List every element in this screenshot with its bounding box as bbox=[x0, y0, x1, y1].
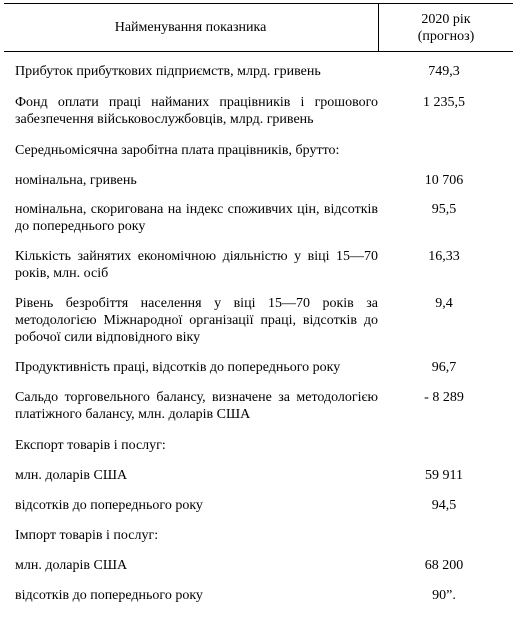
row-label: млн. доларів США bbox=[15, 468, 128, 483]
row-value: 16,33 bbox=[428, 249, 460, 264]
row-value: 749,3 bbox=[428, 64, 460, 79]
row-label: Прибуток прибуткових підприємств, млрд. гривень bbox=[15, 64, 321, 79]
row-label: Продуктивність праці, відсотків до попереднього року bbox=[15, 360, 341, 375]
row-value: 9,4 bbox=[435, 296, 453, 311]
row-value: 68 200 bbox=[424, 558, 464, 573]
row-value: - 8 289 bbox=[424, 390, 464, 405]
row-label: номінальна, гривень bbox=[15, 173, 137, 188]
table-header bbox=[4, 3, 513, 52]
header-forecast-note: (прогноз) bbox=[417, 28, 475, 44]
row-value: 94,5 bbox=[431, 498, 457, 513]
row-value: 59 911 bbox=[425, 468, 463, 483]
header-forecast bbox=[379, 4, 513, 51]
row-label: Рівень безробіття населення у віці 15—70 років за методологією Міжнародної організації праці, відсотків до робочої сили відповідного віку bbox=[15, 296, 378, 345]
row-label: Середньомісячна заробітна плата працівників, брутто: bbox=[15, 143, 340, 158]
header-indicator-name: Найменування показника bbox=[114, 20, 267, 35]
row-value: 96,7 bbox=[431, 360, 457, 375]
row-value: 90”. bbox=[432, 588, 456, 603]
row-label: Експорт товарів і послуг: bbox=[15, 438, 166, 453]
row-value: 10 706 bbox=[424, 173, 464, 188]
row-value: 95,5 bbox=[431, 202, 457, 217]
row-label: Фонд оплати праці найманих працівників і грошового забезпечення військовослужбовців, млрд. гривень bbox=[15, 95, 378, 127]
row-label: Сальдо торговельного балансу, визначене за методологією платіжного балансу, млн. доларів США bbox=[15, 390, 378, 422]
header-year: 2020 рік bbox=[421, 11, 471, 27]
row-label: відсотків до попереднього року bbox=[15, 588, 203, 603]
row-value: 1 235,5 bbox=[423, 95, 465, 110]
row-label: Імпорт товарів і послуг: bbox=[15, 528, 159, 543]
row-label: млн. доларів США bbox=[15, 558, 128, 573]
row-label: номінальна, скоригована на індекс споживчих цін, відсотків до попереднього року bbox=[15, 202, 378, 234]
row-label: Кількість зайнятих економічною діяльністю у віці 15—70 років, млн. осіб bbox=[15, 249, 378, 281]
row-label: відсотків до попереднього року bbox=[15, 498, 203, 513]
